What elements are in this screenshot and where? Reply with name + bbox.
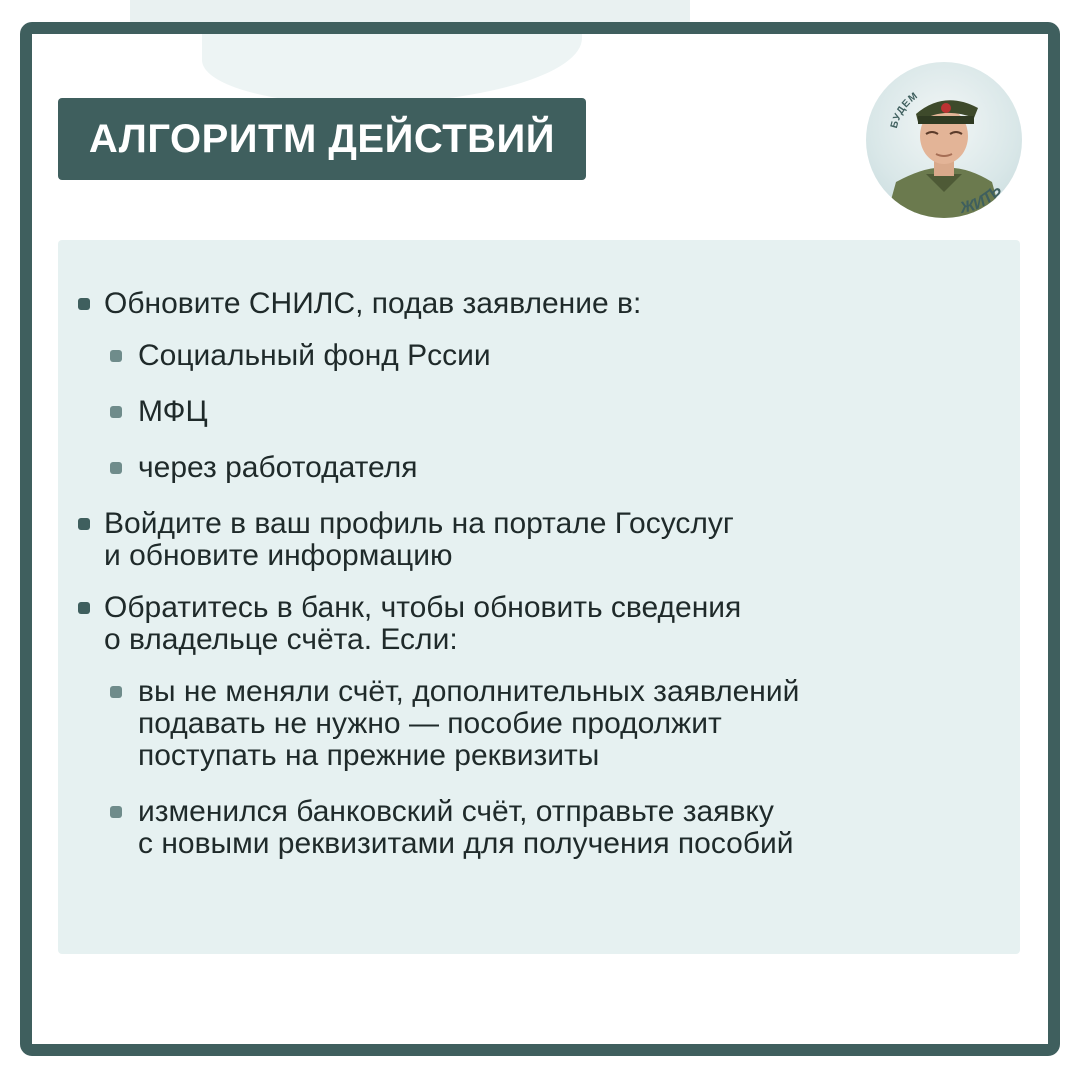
logo-badge	[866, 62, 1022, 218]
bullet-icon	[78, 298, 90, 310]
decorative-shape	[202, 22, 582, 104]
bullet-icon	[110, 806, 122, 818]
soldier-portrait-icon	[866, 62, 1022, 218]
list-item-text: МФЦ	[138, 395, 208, 428]
page-title: АЛГОРИТМ ДЕЙСТВИЙ	[88, 116, 556, 161]
svg-text:ЖИТЬ: ЖИТЬ	[958, 181, 1006, 217]
list-item-text: Обратитесь в банк, чтобы обновить сведения о владельце счёта. Если:	[104, 591, 742, 656]
bullet-icon	[110, 686, 122, 698]
list-item-text: через работодателя	[138, 451, 418, 484]
bullet-icon	[110, 350, 122, 362]
list-item	[78, 592, 980, 656]
bullet-icon	[110, 406, 122, 418]
svg-text:БУДЕМ: БУДЕМ	[888, 90, 921, 130]
bullet-icon	[78, 602, 90, 614]
sub-list-item	[78, 396, 980, 428]
content-card	[20, 22, 1060, 1056]
list-item-text: Обновите СНИЛС, подав заявление в:	[104, 287, 642, 320]
bullet-icon	[78, 518, 90, 530]
list-item-text: изменился банковский счёт, отправьте заявку с новыми реквизитами для получения пособий	[138, 795, 794, 860]
list-item	[78, 288, 980, 320]
list-item-text: Социальный фонд Рссии	[138, 339, 491, 372]
instruction-list	[78, 288, 980, 884]
title-badge	[58, 98, 586, 180]
instructions-panel	[58, 240, 1020, 954]
sub-list-item	[78, 452, 980, 484]
list-item	[78, 508, 980, 572]
sub-list-item	[78, 340, 980, 372]
list-item-text: вы не меняли счёт, дополнительных заявлений подавать не нужно — пособие продолжит поступать на прежние реквизиты	[138, 675, 800, 772]
list-item-text: Войдите в ваш профиль на портале Госуслуг и обновите информацию	[104, 507, 734, 572]
sub-list-item	[78, 796, 980, 860]
bullet-icon	[110, 462, 122, 474]
sub-list-item	[78, 676, 980, 772]
